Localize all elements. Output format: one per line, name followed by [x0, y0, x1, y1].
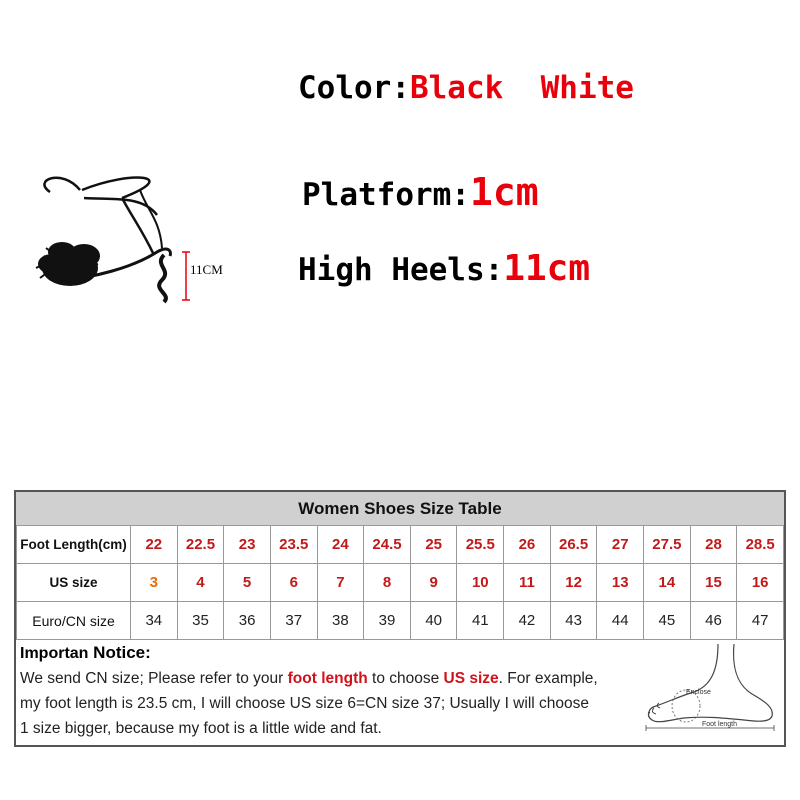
highlight-us-size: US size — [443, 670, 499, 687]
table-cell: 27 — [597, 526, 644, 564]
table-cell: 43 — [550, 602, 597, 640]
sandal-image — [22, 160, 202, 310]
notice-text-part: . For example, — [498, 670, 598, 687]
table-cell: 12 — [550, 564, 597, 602]
table-cell: 9 — [410, 564, 457, 602]
table-cell: 23.5 — [270, 526, 317, 564]
row-header-us-size: US size — [17, 564, 131, 602]
table-cell: 28.5 — [737, 526, 784, 564]
table-cell: 46 — [690, 602, 737, 640]
table-cell: 47 — [737, 602, 784, 640]
table-cell: 40 — [410, 602, 457, 640]
table-cell: 44 — [597, 602, 644, 640]
table-cell: 14 — [644, 564, 691, 602]
table-cell: 35 — [177, 602, 224, 640]
foot-length-label: Foot length — [702, 721, 738, 728]
platform-value: 1cm — [469, 170, 539, 214]
notice-line-1 — [20, 666, 630, 691]
table-cell: 16 — [737, 564, 784, 602]
color-value-black: Black — [409, 70, 504, 106]
table-cell: 3 — [131, 564, 178, 602]
row-header-foot-length: Foot Length(cm) — [17, 526, 131, 564]
heel-spec — [298, 248, 590, 289]
heel-label: High Heels: — [298, 252, 504, 288]
table-row — [17, 564, 784, 602]
table-cell: 28 — [690, 526, 737, 564]
table-row — [17, 526, 784, 564]
color-value-white: White — [540, 70, 634, 106]
table-cell: 24 — [317, 526, 364, 564]
notice-line-3: 1 size bigger, because my foot is a little wide and fat. — [20, 720, 382, 737]
table-cell: 45 — [644, 602, 691, 640]
table-cell: 25.5 — [457, 526, 504, 564]
table-cell: 26.5 — [550, 526, 597, 564]
notice-heading — [20, 640, 630, 666]
table-cell: 41 — [457, 602, 504, 640]
row-header-euro-cn-size: Euro/CN size — [17, 602, 131, 640]
table-cell: 38 — [317, 602, 364, 640]
table-cell: 22 — [131, 526, 178, 564]
notice-title-prefix: Importan — [20, 645, 89, 662]
color-label: Color: — [298, 70, 410, 106]
color-spec — [298, 70, 634, 106]
table-cell: 23 — [224, 526, 271, 564]
notice-text-part: We send CN size; Please refer to your — [20, 670, 288, 687]
table-cell: 42 — [504, 602, 551, 640]
table-cell: 4 — [177, 564, 224, 602]
table-cell: 5 — [224, 564, 271, 602]
size-grid — [16, 525, 784, 640]
table-cell: 24.5 — [364, 526, 411, 564]
table-cell: 11 — [504, 564, 551, 602]
table-cell: 25 — [410, 526, 457, 564]
table-cell: 27.5 — [644, 526, 691, 564]
table-cell: 15 — [690, 564, 737, 602]
table-cell: 36 — [224, 602, 271, 640]
enclose-label: Enclose — [686, 689, 711, 696]
table-cell: 37 — [270, 602, 317, 640]
table-cell: 13 — [597, 564, 644, 602]
highlight-foot-length: foot length — [287, 670, 368, 687]
table-cell: 39 — [364, 602, 411, 640]
size-table — [14, 490, 786, 747]
table-cell: 6 — [270, 564, 317, 602]
foot-measure-diagram — [634, 636, 782, 742]
platform-label: Platform: — [302, 177, 470, 213]
table-cell: 26 — [504, 526, 551, 564]
table-cell: 10 — [457, 564, 504, 602]
notice-title-suffix: Notice: — [88, 643, 151, 662]
heel-value: 11cm — [503, 248, 591, 289]
platform-spec — [302, 170, 539, 214]
table-cell: 34 — [131, 602, 178, 640]
table-cell: 22.5 — [177, 526, 224, 564]
table-row — [17, 602, 784, 640]
notice-text-part: to choose — [367, 670, 444, 687]
heel-measure-label: 11CM — [190, 262, 223, 277]
table-cell: 7 — [317, 564, 364, 602]
table-cell: 8 — [364, 564, 411, 602]
table-title: Women Shoes Size Table — [16, 492, 784, 526]
notice-text — [20, 640, 630, 741]
notice-line-2: my foot length is 23.5 cm, I will choose US size 6=CN size 37; Usually I will choose — [20, 695, 589, 712]
